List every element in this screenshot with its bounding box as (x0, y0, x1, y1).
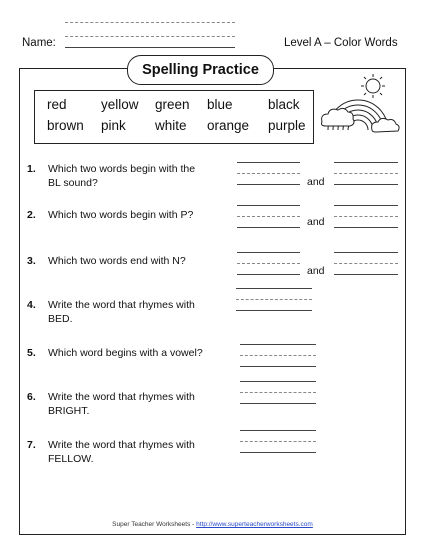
word-bank-item: white (155, 118, 187, 133)
word-bank-item: yellow (101, 97, 139, 112)
answer-guide-line (237, 216, 300, 217)
rainbow-sun-icon (318, 72, 402, 142)
answer-field[interactable] (236, 288, 312, 289)
question-number: 4. (27, 299, 36, 311)
question-line: FELLOW. (48, 453, 94, 465)
answer-field[interactable] (334, 184, 398, 185)
word-bank-item: purple (268, 118, 306, 133)
question-text (48, 346, 248, 360)
answer-field[interactable] (334, 162, 398, 163)
question-line: Which two words begin with P? (48, 209, 194, 221)
answer-field[interactable] (237, 184, 300, 185)
question-number: 2. (27, 209, 36, 221)
answer-field[interactable] (334, 252, 398, 253)
answer-guide-line (334, 216, 398, 217)
question-text (48, 298, 238, 326)
answer-guide-line (240, 392, 316, 393)
answer-guide-line (240, 355, 316, 356)
answer-field[interactable] (237, 205, 300, 206)
question-number: 5. (27, 347, 36, 359)
question-number: 3. (27, 255, 36, 267)
question-line: BRIGHT. (48, 405, 90, 417)
question-text (48, 162, 238, 190)
question-number: 6. (27, 391, 36, 403)
answer-field[interactable] (334, 274, 398, 275)
answer-field[interactable] (240, 344, 316, 345)
question-text (48, 208, 238, 222)
question-line: Write the word that rhymes with (48, 299, 195, 311)
name-guide-line-top (65, 22, 235, 23)
answer-guide-line (334, 173, 398, 174)
question-text (48, 390, 238, 418)
question-line: BL sound? (48, 177, 98, 189)
answer-field[interactable] (240, 452, 316, 453)
word-bank-item: red (47, 97, 67, 112)
page-title: Spelling Practice (127, 55, 274, 85)
footer (0, 521, 425, 528)
question-line: BED. (48, 313, 73, 325)
question-line: Which two words begin with the (48, 163, 196, 175)
word-bank-item: green (155, 97, 190, 112)
word-bank (34, 90, 314, 144)
question-number: 7. (27, 439, 36, 451)
answer-field[interactable] (240, 381, 316, 382)
and-label: and (307, 176, 325, 188)
answer-field[interactable] (240, 403, 316, 404)
question-line: Which two words end with N? (48, 255, 186, 267)
answer-guide-line (236, 299, 312, 300)
answer-field[interactable] (237, 162, 300, 163)
word-bank-item: brown (47, 118, 84, 133)
and-label: and (307, 265, 325, 277)
question-number: 1. (27, 163, 36, 175)
footer-link[interactable]: http://www.superteacherworksheets.com (196, 521, 313, 528)
answer-field[interactable] (237, 274, 300, 275)
word-bank-item: orange (207, 118, 250, 133)
answer-guide-line (240, 441, 316, 442)
word-bank-item: blue (207, 97, 233, 112)
question-text (48, 254, 238, 268)
answer-field[interactable] (240, 430, 316, 431)
footer-text: Super Teacher Worksheets - (112, 521, 197, 528)
word-bank-item: pink (101, 118, 126, 133)
answer-field[interactable] (236, 310, 312, 311)
answer-field[interactable] (334, 227, 398, 228)
question-line: Write the word that rhymes with (48, 439, 195, 451)
question-text (48, 438, 238, 466)
answer-field[interactable] (237, 227, 300, 228)
question-line: Which word begins with a vowel? (48, 347, 203, 359)
level-label: Level A – Color Words (284, 37, 398, 49)
answer-guide-line (237, 263, 300, 264)
answer-guide-line (334, 263, 398, 264)
word-bank-item: black (268, 97, 300, 112)
name-label: Name: (22, 37, 56, 49)
question-line: Write the word that rhymes with (48, 391, 195, 403)
name-field[interactable] (65, 47, 235, 48)
answer-guide-line (237, 173, 300, 174)
answer-field[interactable] (240, 366, 316, 367)
answer-field[interactable] (334, 205, 398, 206)
answer-field[interactable] (237, 252, 300, 253)
name-guide-line-mid (65, 36, 235, 37)
and-label: and (307, 216, 325, 228)
